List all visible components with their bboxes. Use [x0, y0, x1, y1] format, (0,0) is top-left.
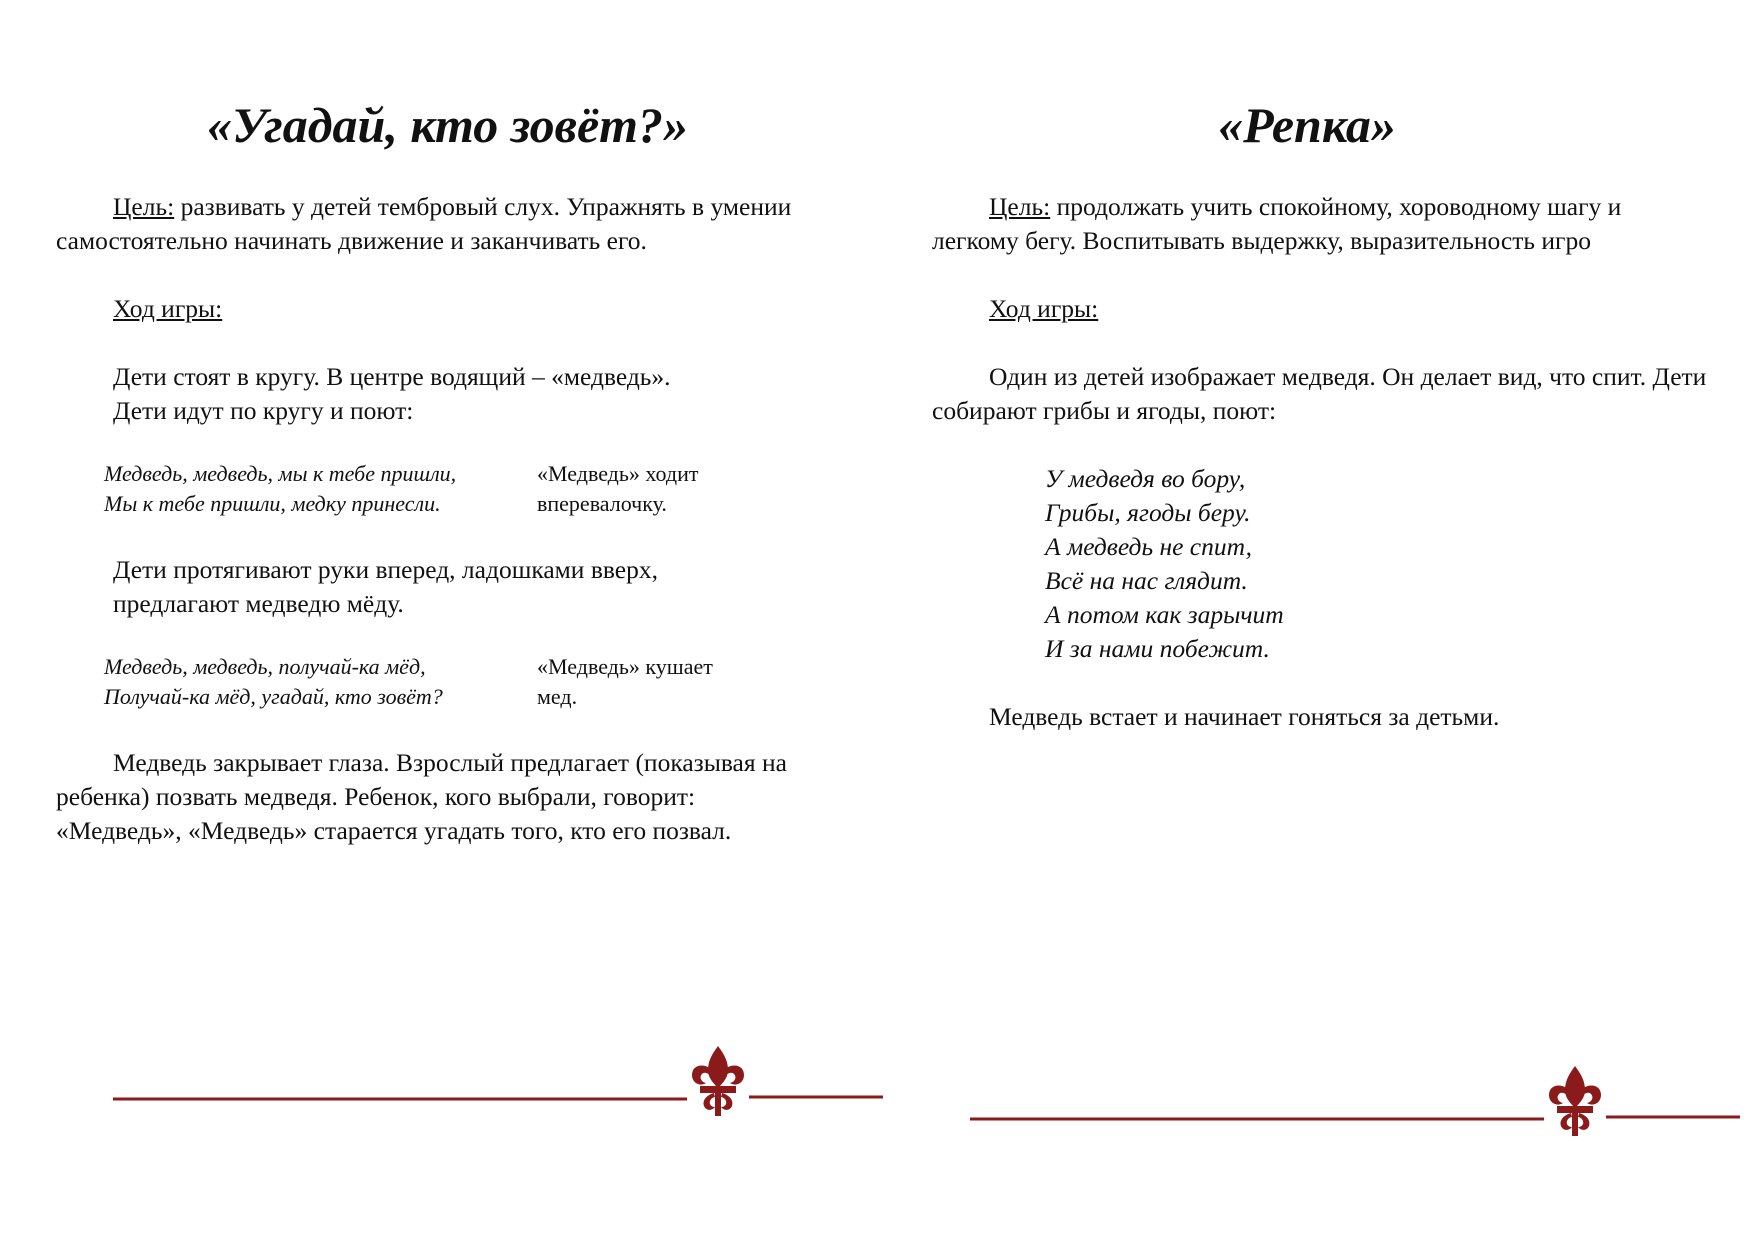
- poem: [932, 462, 1712, 666]
- goal-label: Цель:: [113, 192, 175, 221]
- poem-line-5: А потом как зарычит: [1045, 600, 1284, 629]
- fleur-de-lis-icon: [1549, 1066, 1601, 1136]
- verse-2-lyric-line-1: Медведь, медведь, получай-ка мёд,: [104, 654, 426, 679]
- verse-1-lyrics: [104, 459, 537, 519]
- right-goal-label: Цель:: [989, 192, 1051, 221]
- paragraph-1-line-2: Дети идут по кругу и поют:: [113, 396, 414, 425]
- right-course-label: Ход игры:: [989, 294, 1099, 323]
- verse-2-lyrics: [104, 652, 537, 712]
- right-paragraph-2: Медведь встает и начинает гоняться за детьми.: [989, 702, 1500, 731]
- verse-2-lyric-line-2: Получай-ка мёд, угадай, кто зовёт?: [104, 684, 443, 709]
- poem-line-3: А медведь не спит,: [1045, 532, 1253, 561]
- verse-1: [56, 459, 816, 519]
- poem-line-1: У медведя во бору,: [1045, 464, 1246, 493]
- verse-1-lyric-line-2: Мы к тебе пришли, медку принесли.: [104, 491, 441, 516]
- verse-2: [56, 652, 816, 712]
- right-course-heading: [932, 292, 1712, 326]
- left-page-title: «Угадай, кто зовёт?»: [206, 97, 689, 153]
- verse-2-stage-direction: [537, 652, 767, 712]
- goal-paragraph: [56, 190, 816, 258]
- verse-1-stage-line-2: вперевалочку.: [537, 491, 667, 516]
- paragraph-1-line-1: Дети стоят в кругу. В центре водящий – «медведь».: [113, 362, 671, 391]
- right-ornament-divider: [970, 1058, 1740, 1148]
- course-heading: [56, 292, 816, 326]
- left-page-content: [56, 190, 816, 848]
- verse-2-stage-line-2: мед.: [537, 684, 578, 709]
- paragraph-1: [56, 360, 816, 428]
- paragraph-2: [56, 553, 816, 621]
- left-ornament-divider: [113, 1040, 883, 1130]
- verse-1-stage-line-1: «Медведь» ходит: [537, 461, 699, 486]
- verse-1-lyric-line-1: Медведь, медведь, мы к тебе пришли,: [104, 461, 457, 486]
- right-page-title: «Репка»: [1218, 97, 1396, 153]
- poem-line-6: И за нами побежит.: [1045, 634, 1270, 663]
- right-paragraph-1: Один из детей изображает медведя. Он делает вид, что спит. Дети собирают грибы и ягоды, поют:: [932, 362, 1707, 425]
- course-label: Ход игры:: [113, 294, 223, 323]
- verse-2-stage-line-1: «Медведь» кушает: [537, 654, 713, 679]
- paragraph-3: Медведь закрывает глаза. Взрослый предлагает (показывая на ребенка) позвать медведя. Ребенок, кого выбрали, говорит: «Медведь», «Медведь» старается угадать того, кто его позвал.: [56, 748, 787, 845]
- right-goal-text: продолжать учить спокойному, хороводному шагу и легкому бегу. Воспитывать выдержку, выразительность игро: [932, 192, 1622, 255]
- right-goal-paragraph: [932, 190, 1712, 258]
- verse-1-stage-direction: [537, 459, 767, 519]
- right-page-content: [932, 190, 1712, 734]
- poem-line-4: Всё на нас глядит.: [1045, 566, 1248, 595]
- fleur-de-lis-icon: [692, 1046, 744, 1116]
- right-page: [877, 0, 1754, 1240]
- goal-text: развивать у детей тембровый слух. Упражнять в умении самостоятельно начинать движение и заканчивать его.: [56, 192, 792, 255]
- paragraph-2-line-2: предлагают медведю мёду.: [113, 589, 404, 618]
- poem-line-2: Грибы, ягоды беру.: [1045, 498, 1251, 527]
- paragraph-2-line-1: Дети протягивают руки вперед, ладошками вверх,: [113, 555, 658, 584]
